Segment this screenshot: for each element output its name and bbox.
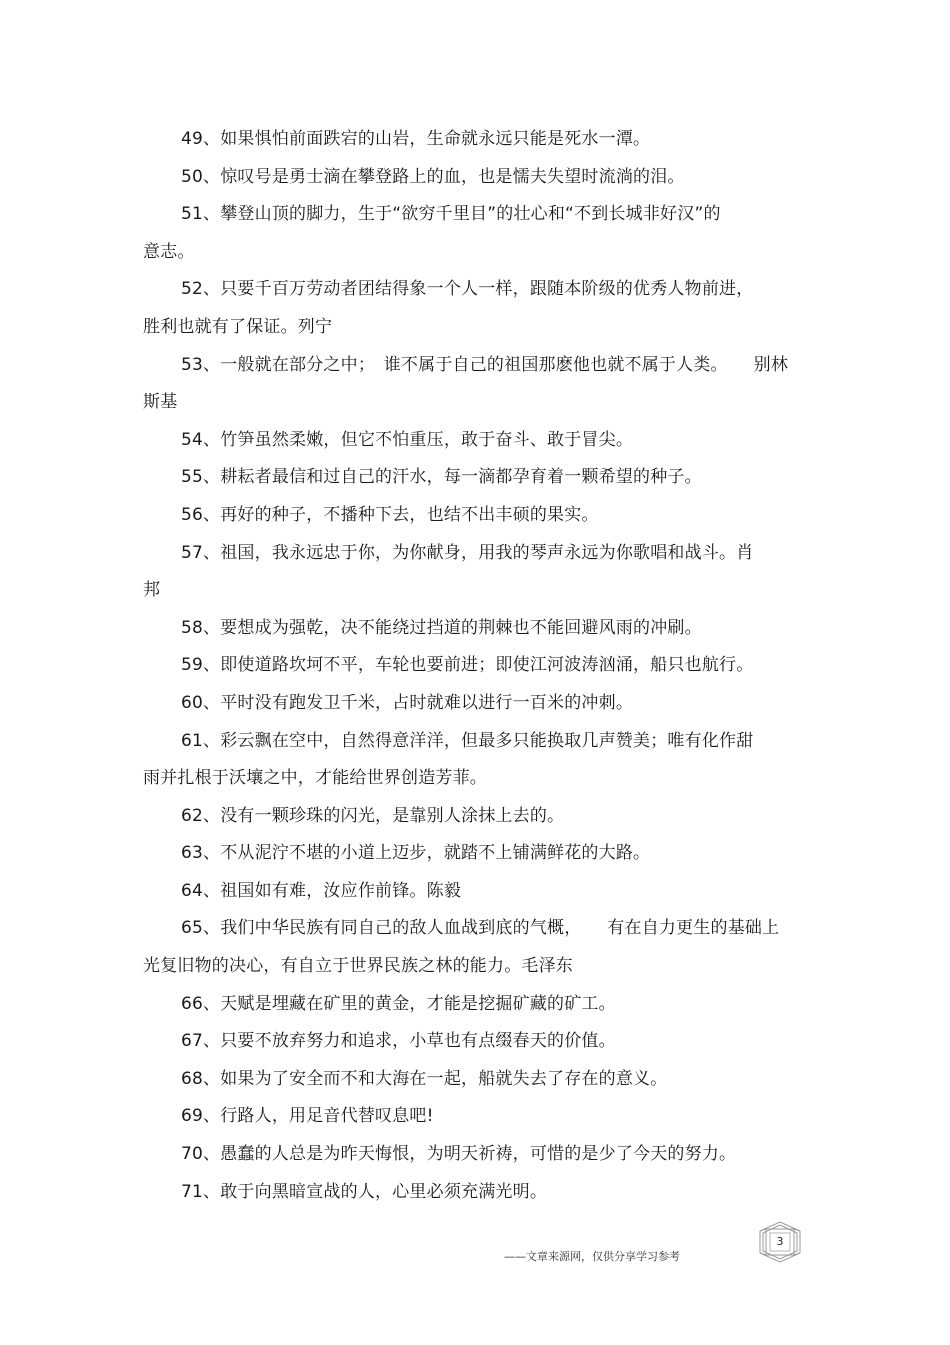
quote-line: 68、如果为了安全而不和大海在一起，船就失去了存在的意义。 bbox=[181, 1068, 668, 1089]
quote-continuation-line: 邦 bbox=[143, 580, 161, 601]
quote-line: 69、行路人，用足音代替叹息吧! bbox=[181, 1106, 434, 1127]
quote-line: 58、要想成为强乾，决不能绕过挡道的荆棘也不能回避风雨的冲刷。 bbox=[181, 617, 702, 638]
quote-line: 71、敢于向黑暗宣战的人，心里必须充满光明。 bbox=[181, 1181, 548, 1202]
quote-line: 70、愚蠢的人总是为昨天悔恨，为明天祈祷，可惜的是少了今天的努力。 bbox=[181, 1144, 737, 1165]
quote-continuation-line: 光复旧物的决心，有自立于世界民族之林的能力。毛泽东 bbox=[143, 956, 573, 977]
quote-line: 53、一般就在部分之中； 谁不属于自己的祖国那麽他也就不属于人类。 别林 bbox=[181, 354, 789, 375]
quote-line: 60、平时没有跑发卫千米，占时就难以进行一百米的冲刺。 bbox=[181, 692, 634, 713]
quote-line: 63、不从泥泞不堪的小道上迈步，就踏不上铺满鲜花的大路。 bbox=[181, 843, 651, 864]
quote-line: 55、耕耘者最信和过自己的汗水，每一滴都孕育着一颗希望的种子。 bbox=[181, 467, 702, 488]
quote-continuation-line: 斯基 bbox=[143, 392, 178, 413]
quote-line: 61、彩云飘在空中，自然得意洋洋，但最多只能换取几声赞美；唯有化作甜 bbox=[181, 730, 754, 751]
quote-continuation-line: 雨并扎根于沃壤之中，才能给世界创造芳菲。 bbox=[143, 768, 487, 789]
page-number: 3 bbox=[776, 1235, 784, 1248]
quote-line: 54、竹笋虽然柔嫩，但它不怕重压，敢于奋斗、敢于冒尖。 bbox=[181, 429, 634, 450]
quote-line: 59、即使道路坎坷不平，车轮也要前进；即使江河波涛汹涌，船只也航行。 bbox=[181, 655, 754, 676]
quote-list bbox=[143, 121, 813, 1211]
quote-line: 66、天赋是埋藏在矿里的黄金，才能是挖掘矿藏的矿工。 bbox=[181, 993, 616, 1014]
quote-line: 57、祖国，我永远忠于你，为你献身，用我的琴声永远为你歌唱和战斗。肖 bbox=[181, 542, 754, 563]
footer-source-note: ——文章来源网，仅供分享学习参考 bbox=[504, 1250, 680, 1263]
quote-line: 52、只要千百万劳动者团结得象一个人一样，跟随本阶级的优秀人物前进， bbox=[181, 279, 754, 300]
quote-line: 62、没有一颗珍珠的闪光，是靠别人涂抹上去的。 bbox=[181, 805, 565, 826]
quote-line: 64、祖国如有难，汝应作前锋。陈毅 bbox=[181, 880, 462, 901]
quote-continuation-line: 胜利也就有了保证。列宁 bbox=[143, 316, 333, 337]
quote-line: 51、攀登山顶的脚力，生于“欲穷千里目”的壮心和“不到长城非好汉”的 bbox=[181, 204, 721, 225]
quote-line: 56、再好的种子，不播种下去，也结不出丰硕的果实。 bbox=[181, 504, 599, 525]
quote-line: 50、惊叹号是勇士滴在攀登路上的血，也是懦夫失望时流淌的泪。 bbox=[181, 166, 685, 187]
quote-line: 67、只要不放弃努力和追求，小草也有点缀春天的价值。 bbox=[181, 1031, 616, 1052]
quote-line: 49、如果惧怕前面跌宕的山岩，生命就永远只能是死水一潭。 bbox=[181, 129, 651, 149]
quote-line: 65、我们中华民族有同自己的敌人血战到底的气概， 有在自力更生的基础上 bbox=[181, 918, 780, 939]
quote-continuation-line: 意志。 bbox=[143, 241, 195, 262]
